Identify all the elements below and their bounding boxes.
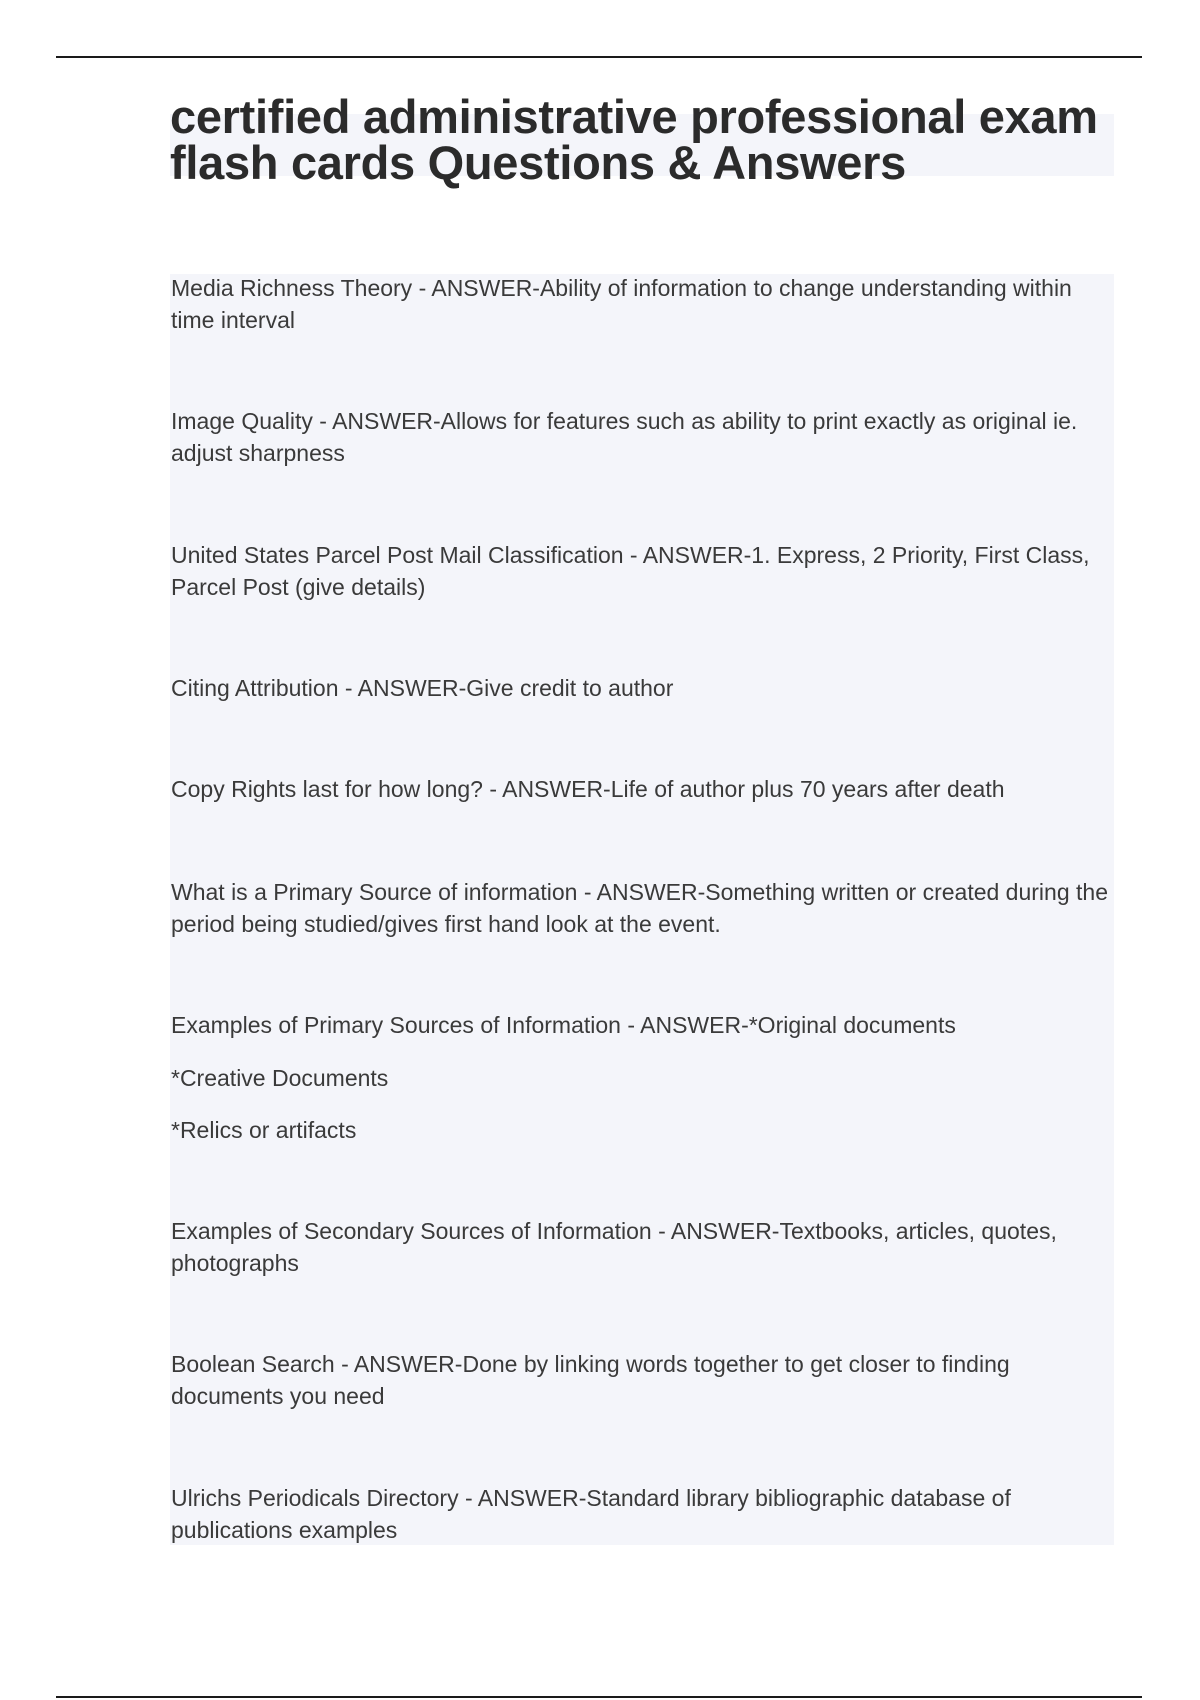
qa-entry-7-sub-1: *Creative Documents xyxy=(171,1065,389,1091)
qa-entry-9: Boolean Search - ANSWER-Done by linking words together to get closer to finding documents you need xyxy=(171,1351,1010,1409)
bottom-rule xyxy=(56,1696,1142,1698)
qa-entry-7: Examples of Primary Sources of Information - ANSWER-*Original documents xyxy=(171,1012,956,1038)
qa-entry-2: Image Quality - ANSWER-Allows for features such as ability to print exactly as original ie. adjust sharpness xyxy=(171,408,1078,466)
qa-entry-7-sub-2: *Relics or artifacts xyxy=(171,1117,357,1143)
qa-entry-4: Citing Attribution - ANSWER-Give credit to author xyxy=(171,675,674,701)
qa-entry-3: United States Parcel Post Mail Classification - ANSWER-1. Express, 2 Priority, First Class, Parcel Post (give details) xyxy=(171,542,1090,600)
qa-entry-10: Ulrichs Periodicals Directory - ANSWER-Standard library bibliographic database of publications examples xyxy=(171,1485,1011,1543)
qa-entry-5: Copy Rights last for how long? - ANSWER-Life of author plus 70 years after death xyxy=(171,776,1005,802)
qa-entry-6: What is a Primary Source of information - ANSWER-Something written or created during the period being studied/gives first hand look at the event. xyxy=(171,879,1108,937)
qa-entry-1: Media Richness Theory - ANSWER-Ability of information to change understanding within time interval xyxy=(171,275,1072,333)
qa-entry-8: Examples of Secondary Sources of Information - ANSWER-Textbooks, articles, quotes, photographs xyxy=(171,1218,1057,1276)
top-rule xyxy=(56,56,1142,58)
page-title: certified administrative professional exam flash cards Questions & Answers xyxy=(170,90,1098,190)
